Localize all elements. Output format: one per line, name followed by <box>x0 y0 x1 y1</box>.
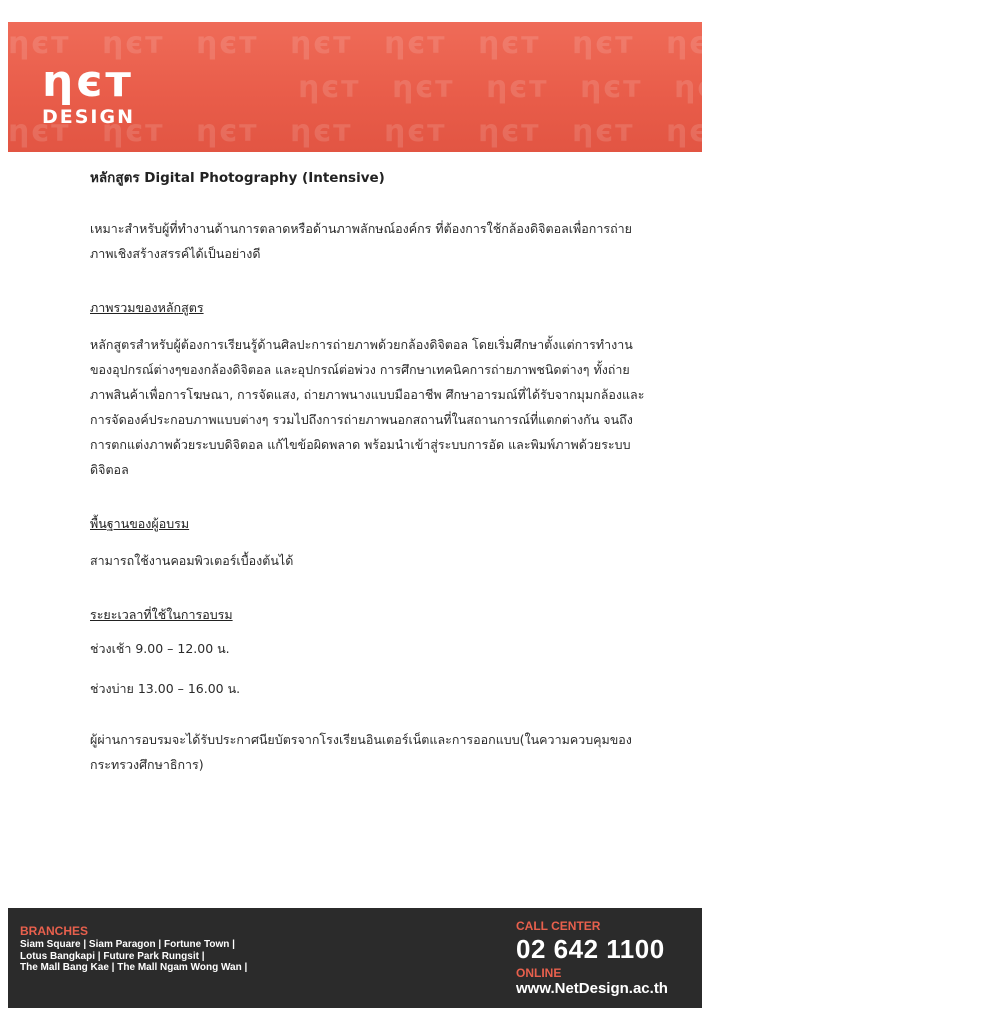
prerequisite-heading: พื้นฐานของผู้อบรม <box>90 516 190 531</box>
watermark-text: ηєт <box>572 114 635 149</box>
schedule-morning: ช่วงเช้า 9.00 – 12.00 น. <box>90 641 230 656</box>
schedule-section <box>90 605 650 699</box>
course-title: หลักสูตร Digital Photography (Intensive) <box>90 170 385 186</box>
contact-info <box>516 920 696 997</box>
watermark-text: ηєт <box>298 70 361 105</box>
call-center-phone: 02 642 1100 <box>516 934 665 964</box>
course-content <box>90 160 650 777</box>
overview-body: หลักสูตรสำหรับผู้ต้องการเรียนรู้ด้านศิลปะการถ่ายภาพด้วยกล้องดิจิตอล โดยเริ่มศึกษาตั้งแต่การทำงานของอุปกรณ์ต่างๆของกล้องดิจิตอล และอุปกรณ์ต่อพ่วง การศึกษาเทคนิคการถ่ายภาพชนิดต่างๆ ทั้งถ่ายภาพสินค้าเพื่อการโฆษณา, การจัดแสง, ถ่ายภาพนางแบบมืออาชีพ ศึกษาอารมณ์ที่ได้รับจากมุมกล้องและการจัดองค์ประกอบภาพแบบต่างๆ รวมไปถึงการถ่ายภาพนอกสถานที่ในสถานการณ์ที่แตกต่างกัน จนถึงการตกแต่งภาพด้วยระบบดิจิตอล แก้ไขข้อผิดพลาด พร้อมนำเข้าสู่ระบบการอัด และพิมพ์ภาพด้วยระบบดิจิตอล <box>90 337 645 477</box>
logo-mark: ηєт <box>42 56 134 107</box>
branch-line: Siam Square | Siam Paragon | Fortune Town | <box>20 939 235 950</box>
schedule-heading: ระยะเวลาที่ใช้ในการอบรม <box>90 607 233 622</box>
watermark-text: ηєт <box>8 26 71 61</box>
watermark-text: ηєт <box>486 70 549 105</box>
watermark-text: ηєт <box>384 26 447 61</box>
watermark-text: ηєт <box>666 26 729 61</box>
watermark-text: ηєт <box>392 70 455 105</box>
header-banner <box>8 22 737 152</box>
prerequisite-section <box>90 514 650 573</box>
footer-bar <box>8 908 702 1008</box>
branch-line: Lotus Bangkapi | Future Park Rungsit | <box>20 950 205 962</box>
watermark-text: ηєт <box>102 26 165 61</box>
certificate-note: ผู้ผ่านการอบรมจะได้รับประกาศนียบัตรจากโรงเรียนอินเตอร์เน็ตและการออกแบบ(ในความควบคุมของกระทรวงศึกษาธิการ) <box>90 732 632 772</box>
prerequisite-body: สามารถใช้งานคอมพิวเตอร์เบื้องต้นได้ <box>90 553 294 568</box>
watermark-text: ηєт <box>674 70 737 105</box>
watermark-row <box>298 70 992 104</box>
watermark-text: ηєт <box>384 114 447 149</box>
watermark-text: ηєт <box>290 26 353 61</box>
net-design-logo <box>42 56 172 140</box>
watermark-text: ηєт <box>572 26 635 61</box>
branches-heading: BRANCHES <box>20 924 89 938</box>
watermark-text: ηєт <box>478 114 541 149</box>
course-intro: เหมาะสำหรับผู้ที่ทำงานด้านการตลาดหรือด้านภาพลักษณ์องค์กร ที่ต้องการใช้กล้องดิจิตอลเพื่อการถ่ายภาพเชิงสร้างสรรค์ได้เป็นอย่างดี <box>90 221 632 261</box>
watermark-row <box>8 26 729 61</box>
call-center-heading: CALL CENTER <box>516 919 601 933</box>
watermark-text: ηєт <box>580 70 643 105</box>
overview-heading: ภาพรวมของหลักสูตร <box>90 300 204 315</box>
watermark-text: ηєт <box>102 114 165 149</box>
watermark-text: ηєт <box>196 114 259 149</box>
watermark-text: ηєт <box>666 114 729 149</box>
branches-list <box>20 924 440 974</box>
watermark-text: ηєт <box>290 114 353 149</box>
overview-section <box>90 298 650 482</box>
logo-subtitle: DESIGN <box>42 106 136 128</box>
website-link[interactable]: www.NetDesign.ac.th <box>516 980 668 997</box>
branch-line: The Mall Bang Kae | The Mall Ngam Wong Wan | <box>20 962 248 973</box>
watermark-text: ηєт <box>196 26 259 61</box>
watermark-text: ηєт <box>8 114 71 149</box>
online-heading: ONLINE <box>516 966 562 980</box>
schedule-afternoon: ช่วงบ่าย 13.00 – 16.00 น. <box>90 681 241 696</box>
watermark-text: ηєт <box>478 26 541 61</box>
